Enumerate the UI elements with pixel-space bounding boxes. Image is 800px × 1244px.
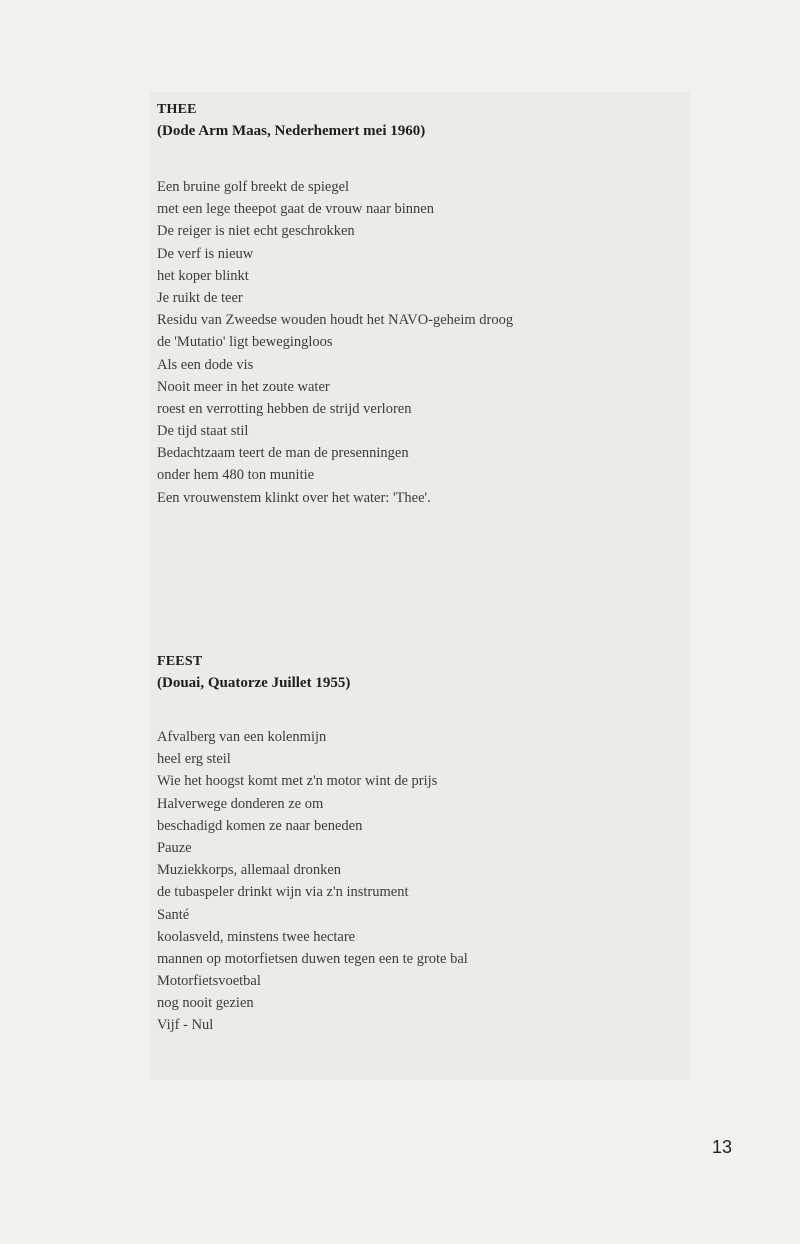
poem-line: de tubaspeler drinkt wijn via z'n instrument	[157, 884, 409, 901]
poem-line: Afvalberg van een kolenmijn	[157, 729, 327, 745]
poem-subtitle: (Dode Arm Maas, Nederhemert mei 1960)	[157, 123, 426, 139]
poem-line: Een bruine golf breekt de spiegel	[157, 179, 350, 195]
poem-title: THEE	[157, 102, 197, 117]
poem-line: roest en verrotting hebben de strijd verloren	[157, 400, 412, 417]
poem-lines	[157, 726, 757, 1037]
poem-title: FEEST	[157, 654, 203, 669]
poem-line: Als een dode vis	[157, 356, 254, 373]
poem-line: onder hem 480 ton munitie	[157, 467, 315, 484]
poem-line: Wie het hoogst komt met z'n motor wint de prijs	[157, 773, 438, 790]
poem-line: De verf is nieuw	[157, 245, 254, 262]
page-number: 13	[712, 1137, 733, 1157]
poem-line: De reiger is niet echt geschrokken	[157, 223, 355, 240]
poem-line: Vijf - Nul	[157, 1017, 214, 1034]
poem-feest	[157, 652, 757, 1037]
poem-line: koolasveld, minstens twee hectare	[157, 928, 356, 945]
poem-line: de 'Mutatio' ligt bewegingloos	[157, 334, 333, 351]
poem-line: Bedachtzaam teert de man de presenningen	[157, 445, 409, 462]
poem-line: Motorfietsvoetbal	[157, 973, 261, 990]
poem-line: Nooit meer in het zoute water	[157, 378, 330, 395]
poem-thee	[157, 100, 757, 509]
poem-line: Santé	[157, 906, 190, 923]
poem-line: De tijd staat stil	[157, 423, 249, 440]
poem-subtitle: (Douai, Quatorze Juillet 1955)	[157, 675, 351, 691]
poem-line: beschadigd komen ze naar beneden	[157, 817, 363, 834]
poem-line: met een lege theepot gaat de vrouw naar binnen	[157, 201, 434, 218]
poem-line: nog nooit gezien	[157, 995, 254, 1012]
poem-line: Halverwege donderen ze om	[157, 795, 324, 812]
poem-line: het koper blinkt	[157, 267, 249, 284]
poem-lines	[157, 176, 757, 509]
poem-line: Residu van Zweedse wouden houdt het NAVO-geheim droog	[157, 312, 514, 329]
poem-line: Pauze	[157, 839, 192, 856]
poem-line: Je ruikt de teer	[157, 289, 243, 306]
poem-line: Een vrouwenstem klinkt over het water: 'Thee'.	[157, 489, 431, 506]
poem-line: mannen op motorfietsen duwen tegen een te grote bal	[157, 950, 468, 967]
poem-line: Muziekkorps, allemaal dronken	[157, 862, 342, 879]
poem-line: heel erg steil	[157, 751, 231, 768]
